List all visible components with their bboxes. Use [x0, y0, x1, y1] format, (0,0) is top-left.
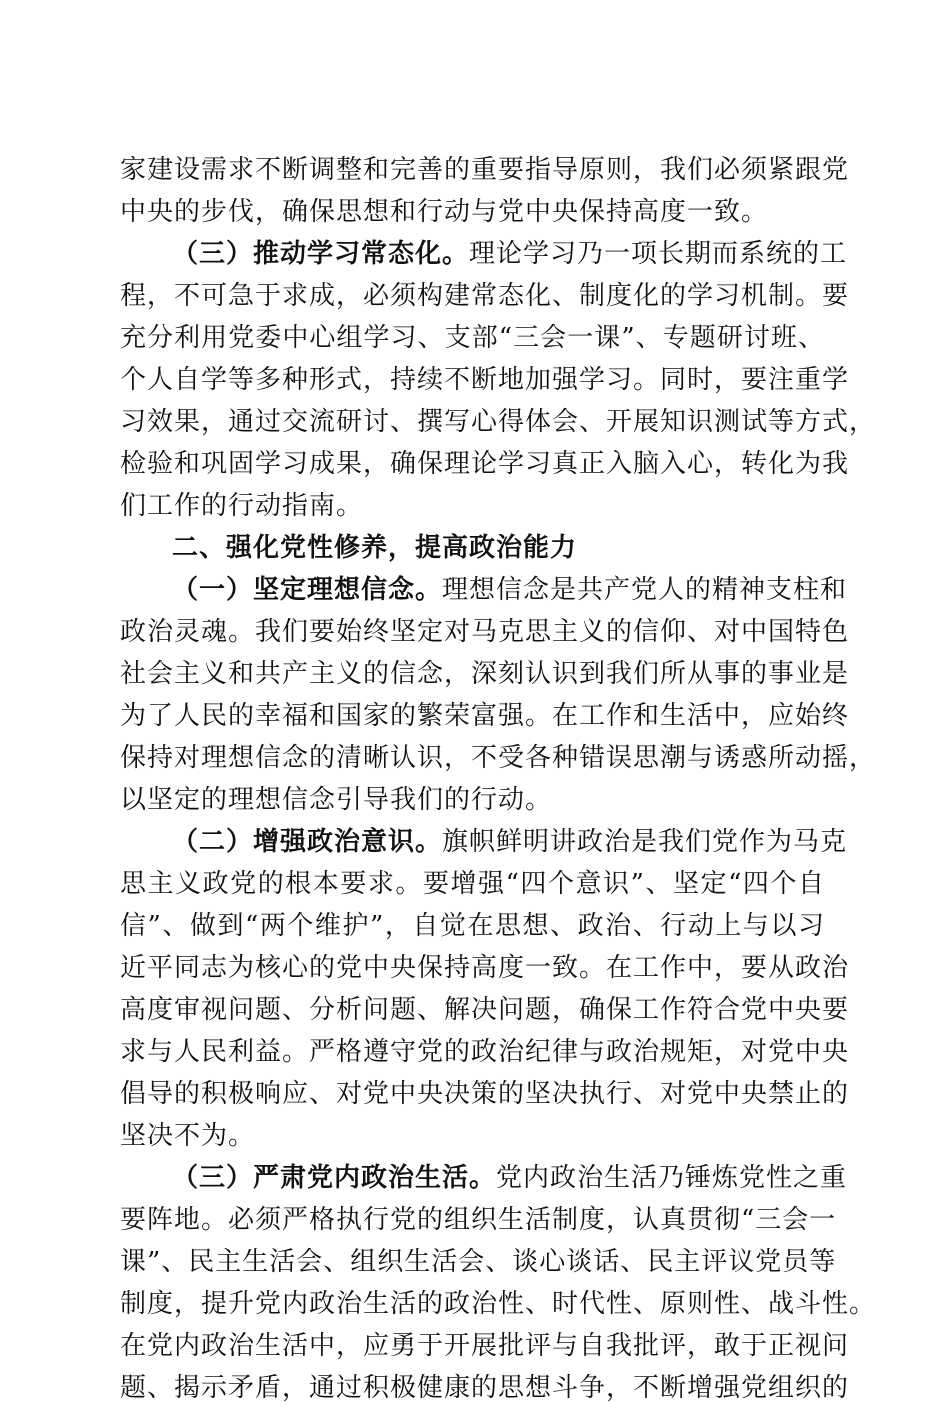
text-line: 课”、民主生活会、组织生活会、谈心谈话、民主评议党员等 [120, 1247, 837, 1277]
text-run: 理论学习乃一项长期而系统的工 [469, 239, 848, 269]
text-line: 信”、做到“两个维护”，自觉在思想、政治、行动上与以习 [120, 911, 825, 941]
text-line: 题、揭示矛盾，通过积极健康的思想斗争，不断增强党组织的 [120, 1373, 850, 1403]
text-line: 家建设需求不断调整和完善的重要指导原则，我们必须紧跟党 [120, 155, 850, 185]
paragraph-first-line [120, 821, 848, 863]
section-heading: 二、强化党性修养，提高政治能力 [172, 533, 578, 563]
text-line: 制度，提升党内政治生活的政治性、时代性、原则性、战斗性。 [120, 1289, 877, 1319]
text-line: 个人自学等多种形式，持续不断地加强学习。同时，要注重学 [120, 365, 850, 395]
text-line: 近平同志为核心的党中央保持高度一致。在工作中，要从政治 [120, 953, 850, 983]
text-line: 在党内政治生活中，应勇于开展批评与自我批评，敢于正视问 [120, 1331, 850, 1361]
text-line: 为了人民的幸福和国家的繁荣富强。在工作和生活中，应始终 [120, 701, 850, 731]
text-run: 旗帜鲜明讲政治是我们党作为马克 [442, 827, 848, 857]
paragraph-first-line [120, 1157, 848, 1199]
text-line: 求与人民利益。严格遵守党的政治纪律与政治规矩，对党中央 [120, 1037, 850, 1067]
text-line: 充分利用党委中心组学习、支部“三会一课”、专题研讨班、 [120, 323, 825, 353]
text-line: 要阵地。必须严格执行党的组织生活制度，认真贯彻“三会一 [120, 1205, 837, 1235]
text-line: 社会主义和共产主义的信念，深刻认识到我们所从事的事业是 [120, 659, 850, 689]
paragraph-first-line [120, 569, 848, 611]
paragraph-first-line [120, 233, 848, 275]
text-line: 检验和巩固学习成果，确保理论学习真正入脑入心，转化为我 [120, 449, 850, 479]
subsection-title: （一）坚定理想信念。 [172, 575, 443, 605]
text-line: 保持对理想信念的清晰认识，不受各种错误思潮与诱惑所动摇， [120, 743, 877, 773]
text-line: 以坚定的理想信念引导我们的行动。 [120, 785, 553, 815]
text-line: 程，不可急于求成，必须构建常态化、制度化的学习机制。要 [120, 281, 850, 311]
text-line: 们工作的行动指南。 [120, 491, 364, 521]
text-line: 思主义政党的根本要求。要增强“四个意识”、坚定“四个自 [120, 869, 825, 899]
text-line: 中央的步伐，确保思想和行动与党中央保持高度一致。 [120, 197, 769, 227]
text-line: 倡导的积极响应、对党中央决策的坚决执行、对党中央禁止的 [120, 1079, 850, 1109]
subsection-title: （三）严肃党内政治生活。 [172, 1163, 497, 1193]
text-line: 高度审视问题、分析问题、解决问题，确保工作符合党中央要 [120, 995, 850, 1025]
text-line: 坚决不为。 [120, 1121, 256, 1151]
text-line: 习效果，通过交流研讨、撰写心得体会、开展知识测试等方式， [120, 407, 877, 437]
document-body [120, 149, 877, 1409]
text-line: 政治灵魂。我们要始终坚定对马克思主义的信仰、对中国特色 [120, 617, 850, 647]
subsection-title: （三）推动学习常态化。 [172, 239, 470, 269]
subsection-title: （二）增强政治意识。 [172, 827, 443, 857]
text-run: 理想信念是共产党人的精神支柱和 [442, 575, 848, 605]
text-run: 党内政治生活乃锤炼党性之重 [496, 1163, 848, 1193]
